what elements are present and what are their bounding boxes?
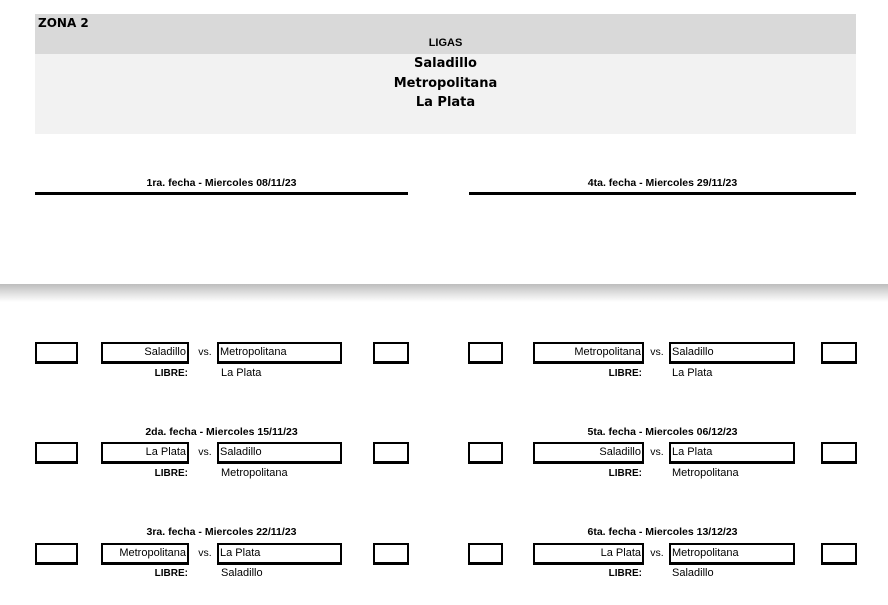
away-team: Metropolitana [217,342,342,364]
away-team: Saladillo [669,342,795,364]
away-team: Saladillo [217,442,342,464]
libre-team: Saladillo [672,567,714,579]
liga-name: Metropolitana [393,76,498,91]
score-box-home[interactable] [468,543,503,565]
score-box-away[interactable] [373,342,409,364]
vs-label: vs. [198,547,212,559]
libre-team: La Plata [672,367,713,379]
score-box-away[interactable] [821,543,857,565]
away-team: Metropolitana [669,543,795,565]
libre-label: LIBRE: [608,368,642,379]
vs-label: vs. [198,346,212,358]
libre-label: LIBRE: [608,568,642,579]
fecha-title: 2da. fecha - Miercoles 15/11/23 [145,426,298,438]
score-box-home[interactable] [35,342,78,364]
score-box-home[interactable] [468,442,503,464]
libre-team: La Plata [221,367,262,379]
vs-label: vs. [650,547,664,559]
fecha-underline [35,192,408,195]
away-team: La Plata [217,543,342,565]
vs-label: vs. [650,446,664,458]
zona-label: ZONA 2 [38,16,89,30]
fecha-title: 1ra. fecha - Miercoles 08/11/23 [146,177,297,189]
fecha-title: 3ra. fecha - Miercoles 22/11/23 [146,526,297,538]
home-team: Metropolitana [533,342,644,364]
fecha-underline [469,192,856,195]
libre-label: LIBRE: [154,368,188,379]
libre-team: Saladillo [221,567,263,579]
vs-label: vs. [198,446,212,458]
home-team: Saladillo [101,342,189,364]
libre-team: Metropolitana [672,467,739,479]
score-box-home[interactable] [468,342,503,364]
page-divider [0,284,888,302]
score-box-away[interactable] [821,442,857,464]
home-team: La Plata [101,442,189,464]
liga-name: Saladillo [414,56,477,71]
fecha-title: 5ta. fecha - Miercoles 06/12/23 [587,426,738,438]
score-box-away[interactable] [821,342,857,364]
score-box-away[interactable] [373,543,409,565]
home-team: Saladillo [533,442,644,464]
ligas-title: LIGAS [428,37,463,49]
libre-label: LIBRE: [154,468,188,479]
home-team: Metropolitana [101,543,189,565]
score-box-home[interactable] [35,543,78,565]
liga-name: La Plata [415,95,476,110]
vs-label: vs. [650,346,664,358]
fecha-title: 4ta. fecha - Miercoles 29/11/23 [587,177,738,189]
fecha-title: 6ta. fecha - Miercoles 13/12/23 [587,526,738,538]
away-team: La Plata [669,442,795,464]
score-box-home[interactable] [35,442,78,464]
score-box-away[interactable] [373,442,409,464]
libre-label: LIBRE: [608,468,642,479]
libre-label: LIBRE: [154,568,188,579]
home-team: La Plata [533,543,644,565]
libre-team: Metropolitana [221,467,288,479]
